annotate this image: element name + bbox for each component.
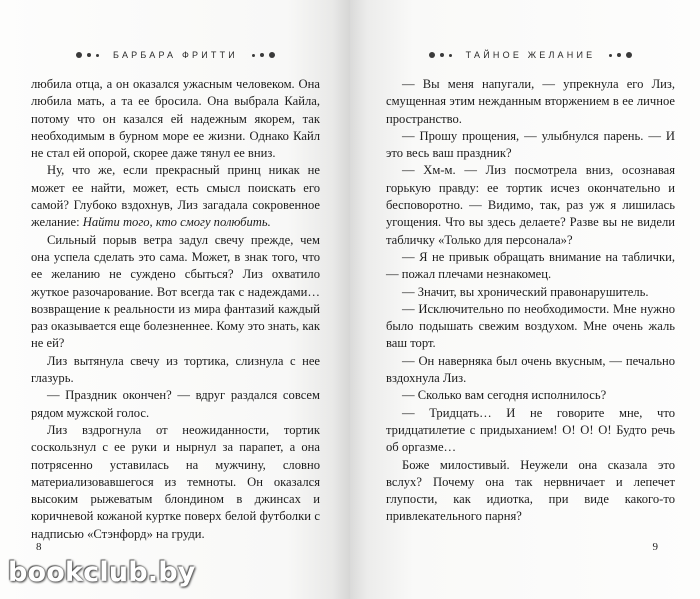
paragraph-text: Ну, что же, если прекрасный принц никак не может ее найти, может, есть смысл поискать его самой? Глубоко вздохнув, Лиз загадала сокровенное желание: xyxy=(31,163,320,230)
ornament-dot xyxy=(269,52,275,58)
ornament-dot xyxy=(609,54,612,57)
italic-text: Найти того, кто смогу полюбить. xyxy=(82,215,271,230)
paragraph xyxy=(31,387,320,422)
ornament-dot xyxy=(76,52,82,58)
paragraph-text: — Он наверняка был очень вкусным, — печально вздохнула Лиз. xyxy=(386,353,675,386)
paragraph-text: Сильный порыв ветра задул свечу прежде, чем она успела сделать это сама. Может, в знак того, что ее желанию не суждено сбыться? Лиз охватило жуткое разочарование. Вот всегда так с надеждами… возвращение к реальности из мира фантазий каждый раз оказывается еще болезненнее. Кому это знать, как не ей? xyxy=(31,232,320,351)
page-number-right: 9 xyxy=(652,541,658,553)
paragraph xyxy=(386,353,675,388)
paragraph xyxy=(386,301,675,353)
paragraph-text: Лиз вытянула свечу из тортика, слизнула с нее глазурь. xyxy=(31,353,320,386)
ornament-dot xyxy=(252,54,255,57)
ornament-dot xyxy=(429,52,435,58)
paragraph xyxy=(386,457,675,526)
paragraph-text: — Я не привык обращать внимание на таблички, — пожал плечами незнакомец. xyxy=(386,249,675,282)
paragraph xyxy=(386,76,675,128)
paragraph-text: — Тридцать… И не говорите мне, что тридцатилетие с придыханием! О! О! О! Будто речь об оргазме… xyxy=(386,405,675,455)
body-text-right xyxy=(386,76,675,526)
paragraph-text: — Сколько вам сегодня исполнилось? xyxy=(402,388,607,403)
running-head-left xyxy=(31,44,320,66)
ornament-dots-right xyxy=(609,52,632,58)
paragraph xyxy=(31,232,320,353)
paragraph-text: — Прошу прощения, — улыбнулся парень. — И это весь ваш праздник? xyxy=(386,128,675,161)
ornament-dots-left xyxy=(76,52,99,58)
paragraph-text: — Исключительно по необходимости. Мне нужно было подышать свежим воздухом. Мне очень жаль ваш торт. xyxy=(386,301,675,351)
body-text-left xyxy=(31,76,320,543)
ornament-dot xyxy=(96,54,99,57)
page-number-left: 8 xyxy=(36,541,42,553)
site-watermark: bookclub.by xyxy=(8,557,196,588)
paragraph xyxy=(386,162,675,248)
ornament-dot xyxy=(260,53,264,57)
paragraph xyxy=(386,405,675,457)
paragraph-text: — Праздник окончен? — вдруг раздался совсем рядом мужской голос. xyxy=(31,388,320,420)
paragraph-text: — Вы меня напугали, — упрекнула его Лиз, смущенная этим нежданным вторжением в ее личное пространство. xyxy=(386,77,675,126)
ornament-dot xyxy=(87,53,91,57)
paragraph xyxy=(31,162,320,231)
right-page xyxy=(350,0,700,599)
paragraph-text: Лиз вздрогнула от неожиданности, тортик соскользнул с ее руки и нырнул за парапет, а она потрясенно уставилась на мужчину, словно материализовавшегося из темноты. Он оказался высоким рыжеватым блондином в джинсах и коричневой кожаной куртке поверх белой футболки с надписью «Стэнфорд» на груди. xyxy=(31,422,320,541)
paragraph xyxy=(31,353,320,388)
paragraph-text: любила отца, а он оказался ужасным человеком. Она любила мать, а та ее бросила. Она выбрала Кайла, потому что он казался ей надежным якорем, так необходимым в бурном море ее жизни. Однако Кайл не стал ей опорой, скорее даже тянул ее вниз. xyxy=(31,77,320,161)
ornament-dot xyxy=(449,54,452,57)
author-name: БАРБАРА ФРИТТИ xyxy=(113,50,238,60)
ornament-dot xyxy=(440,53,444,57)
paragraph xyxy=(31,76,320,162)
ornament-dots-left xyxy=(429,52,452,58)
paragraph xyxy=(386,387,675,404)
paragraph xyxy=(31,422,320,543)
ornament-dot xyxy=(617,53,621,57)
paragraph xyxy=(386,128,675,163)
paragraph-text: — Значит, вы хронический правонарушитель. xyxy=(402,284,649,299)
paragraph xyxy=(386,249,675,284)
ornament-dots-right xyxy=(252,52,275,58)
book-title: ТАЙНОЕ ЖЕЛАНИЕ xyxy=(465,50,596,60)
paragraph-text: — Хм-м. — Лиз посмотрела вниз, осознавая горькую правду: ее тортик исчез окончательно и бесповоротно. — Видимо, так, раз уж я лишилась угощения. Что вы здесь делаете? Разве вы не видели табличку «Только для персонала»? xyxy=(386,163,675,247)
running-head-right xyxy=(386,44,675,66)
ornament-dot xyxy=(626,52,632,58)
paragraph xyxy=(386,284,675,301)
paragraph-text: Боже милостивый. Неужели она сказала это вслух? Почему она так нервничает и лепечет глупости, как идиотка, при виде какого-то привлекательного парня? xyxy=(386,457,675,524)
